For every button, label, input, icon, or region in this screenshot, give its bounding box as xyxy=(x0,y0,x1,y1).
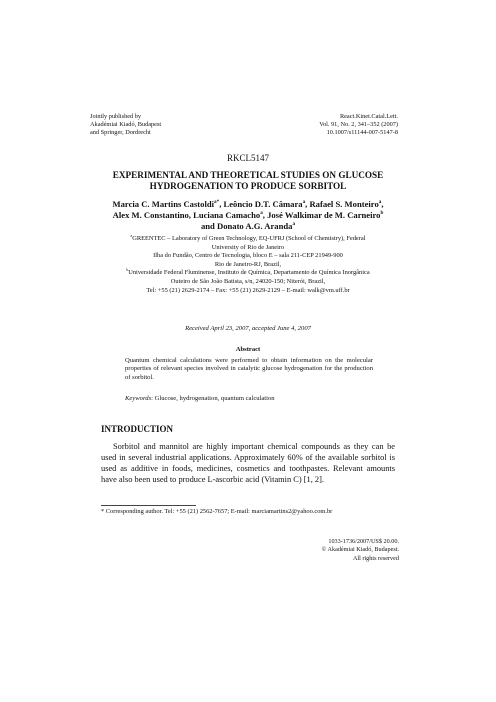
author-line xyxy=(85,210,411,221)
affiliation-line: Ilha do Fundão, Centro de Tecnologia, bloco E – sala 211-CEP 21949-900 xyxy=(153,252,343,260)
section-heading: INTRODUCTION xyxy=(101,424,174,434)
copyright-line: All rights reserved xyxy=(352,554,399,562)
author-name: , Leôncio D.T. Câmara xyxy=(219,199,303,209)
footnote: * Corresponding author. Tel: +55 (21) 2562-7657; E-mail: marciamartins2@yahoo.com.br xyxy=(101,508,333,515)
doi-line: 10.1007/s11144-007-5147-8 xyxy=(326,129,398,136)
journal-line: Vol. 91, No. 2, 341–352 (2007) xyxy=(319,121,398,128)
publisher-line: and Springer, Dordrecht xyxy=(90,129,151,136)
author-line xyxy=(85,221,411,232)
author-marker: a xyxy=(378,199,382,206)
keywords xyxy=(125,395,373,402)
journal-line: React.Kinet.Catal.Lett. xyxy=(339,113,398,120)
affiliations xyxy=(95,235,401,295)
author-marker: a xyxy=(302,199,306,206)
author-name: , Rafael S. Monteiro xyxy=(305,199,379,209)
title-line: HYDROGENATION TO PRODUCE SORBITOL xyxy=(149,181,347,191)
author-line xyxy=(85,199,411,210)
abstract-text: Quantum chemical calculations were performed to obtain information on the molecular properties of relevant species involved in catalytic glucose hydrogenation for the production of sorbitol. xyxy=(125,357,373,381)
copyright-line: 1033-1736/2007/US$ 20.00. xyxy=(328,538,399,545)
affiliation-line xyxy=(95,235,401,244)
author-list xyxy=(85,199,411,232)
contact-line: Tel: +55 (21) 2629-2174 – Fax: +55 (21) 2629-2129 – E-mail: walk@vm.uff.br xyxy=(146,286,350,294)
author-marker: b xyxy=(380,210,384,217)
affiliation-text: GREENTEC – Laboratory of Green Technology, EQ-UFRJ (School of Chemistry), Federal xyxy=(132,235,366,242)
abstract-heading: Abstract xyxy=(235,346,261,353)
keywords-text: : Glucose, hydrogenation, quantum calculation xyxy=(151,395,275,402)
received-dates: Received April 23, 2007, accepted June 4, 2007 xyxy=(185,325,311,332)
author-name: and Donato A.G. Aranda xyxy=(200,221,293,231)
affiliation-line: University of Rio de Janeiro xyxy=(211,243,285,251)
journal-info xyxy=(218,113,398,137)
title-line: EXPERIMENTAL AND THEORETICAL STUDIES ON GLUCOSE xyxy=(112,170,384,180)
affiliation-line: Rio de Janeiro-RJ, Brazil, xyxy=(214,260,282,268)
intro-paragraph: Sorbitol and mannitol are highly important chemical compounds as they can be used in several industrial applications. Approximately 60% of the available sorbitol is used as additive in foods, medicines, cosmetics and toothpastes. Relevant amounts have also been used to produce L-ascorbic acid (Vitamin C) [1, 2]. xyxy=(101,442,395,484)
copyright-block xyxy=(322,538,399,563)
author-name: Marcia C. Martins Castoldi xyxy=(112,199,215,209)
author-marker: a* xyxy=(214,199,220,206)
copyright-line: © Akadémiai Kiadó, Budapest. xyxy=(321,546,399,554)
author-name: Alex M. Constantino, Luciana Camacho xyxy=(112,210,261,220)
affiliation-marker: b xyxy=(126,268,129,273)
keywords-label: Keywords xyxy=(125,395,152,402)
affiliation-marker: a xyxy=(130,233,133,238)
author-name: , José Walkimar de M. Carneiro xyxy=(262,210,381,220)
footnote-divider xyxy=(101,505,196,506)
publisher-line: Akadémiai Kiadó, Budapest xyxy=(90,121,162,128)
author-separator: , xyxy=(381,199,384,209)
publisher-line: Jointly published by xyxy=(90,113,142,120)
affiliation-text: Universidade Federal Fluminense, Instituto de Química, Departamento de Química Inorgânica xyxy=(128,269,370,277)
affiliation-line: Outeiro de São João Batista, s/n, 24020-150; Niterói, Brazil, xyxy=(170,277,326,285)
paper-code: RKCL5147 xyxy=(226,153,269,163)
author-marker: a xyxy=(260,210,263,217)
affiliation-line xyxy=(95,269,401,278)
paper-title xyxy=(95,170,401,192)
author-marker: a xyxy=(292,221,296,228)
